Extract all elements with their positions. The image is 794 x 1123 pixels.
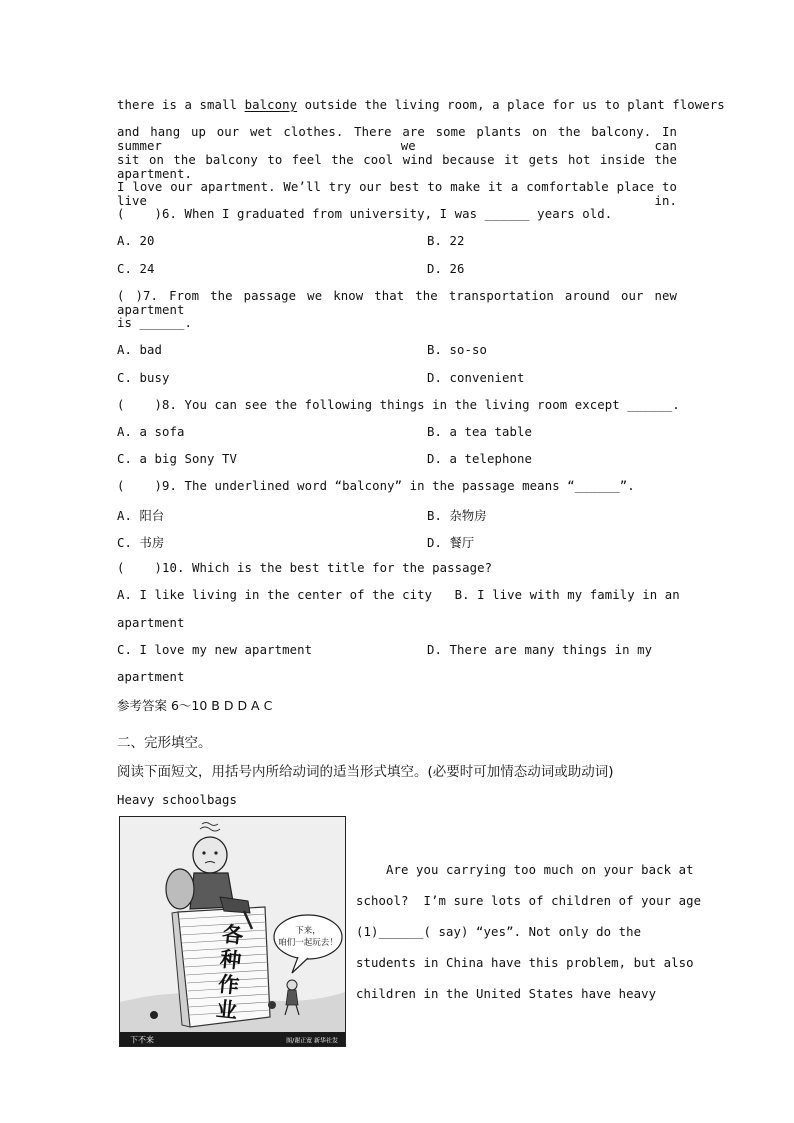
schoolbags-line-2: school? I’m sure lots of children of your age bbox=[356, 894, 702, 908]
ball-icon bbox=[268, 1001, 276, 1009]
passage-line-4: I love our apartment. We’ll try our best to make it a comfortable place to live in. bbox=[117, 180, 677, 208]
stack-char-2: 种 bbox=[219, 947, 243, 974]
q9-option-b: B. 杂物房 bbox=[427, 509, 487, 523]
q8-option-d: D. a telephone bbox=[427, 452, 533, 466]
section-instruction: 阅读下面短文，用括号内所给动词的适当形式填空。(必要时可加情态动词或助动词) bbox=[117, 764, 614, 780]
speech-line-2: 咱们一起玩去！ bbox=[278, 938, 338, 948]
schoolbags-line-4: students in China have this problem, but also bbox=[356, 956, 694, 970]
cartoon-caption-right: 图/谢正宽 新华社发 bbox=[286, 1037, 338, 1045]
cartoon-caption-left: 下不来 bbox=[130, 1035, 154, 1045]
question-6-stem: ( )6. When I graduated from university, I was ______ years old. bbox=[117, 207, 613, 221]
schoolbags-line-1: Are you carrying too much on your back at bbox=[356, 863, 694, 877]
underlined-word: balcony bbox=[244, 98, 298, 112]
section-heading: 二、完形填空。 bbox=[117, 735, 212, 751]
q8-option-c: C. a big Sony TV bbox=[117, 452, 238, 466]
cartoon-image bbox=[119, 816, 346, 1047]
q7-option-b: B. so-so bbox=[427, 343, 488, 357]
stack-char-3: 作 bbox=[217, 972, 241, 999]
q7-option-d: D. convenient bbox=[427, 371, 525, 385]
answer-key: 参考答案 6～10 B D D A C bbox=[117, 698, 273, 713]
q8-option-a: A. a sofa bbox=[117, 425, 185, 439]
stack-char-4: 业 bbox=[215, 997, 239, 1024]
q7-option-c: C. busy bbox=[117, 371, 170, 385]
passage-title: Heavy schoolbags bbox=[117, 793, 238, 807]
schoolbags-line-5: children in the United States have heavy bbox=[356, 987, 657, 1001]
q6-option-c: C. 24 bbox=[117, 262, 155, 276]
q8-option-b: B. a tea table bbox=[427, 425, 533, 439]
passage-line-2: and hang up our wet clothes. There are some plants on the balcony. In summer we can bbox=[117, 125, 677, 153]
q10-option-d: D. There are many things in my bbox=[427, 643, 653, 657]
q9-option-a: A. 阳台 bbox=[117, 509, 165, 523]
question-7-stem-cont: is ______. bbox=[117, 316, 193, 330]
q10-option-d-cont: apartment bbox=[117, 670, 185, 684]
question-8-stem: ( )8. You can see the following things in the living room except ______. bbox=[117, 398, 680, 412]
ball-icon-2 bbox=[150, 1011, 158, 1019]
speech-line-1: 下来， bbox=[295, 926, 321, 936]
q9-option-d: D. 餐厅 bbox=[427, 536, 475, 550]
stack-char-1: 各 bbox=[221, 922, 245, 949]
q10-option-b-cont: apartment bbox=[117, 616, 185, 630]
q6-option-b: B. 22 bbox=[427, 234, 465, 248]
question-7-stem: ( )7. From the passage we know that the transportation around our new apartment bbox=[117, 289, 677, 317]
schoolbags-line-3: (1)______( say) “yes”. Not only do the bbox=[356, 925, 642, 939]
passage-line-3: sit on the balcony to feel the cool wind because it gets hot inside the apartment. bbox=[117, 153, 677, 181]
q6-option-a: A. 20 bbox=[117, 234, 155, 248]
question-9-stem: ( )9. The underlined word “balcony” in the passage means “______”. bbox=[117, 479, 635, 493]
q10-option-a-b: A. I like living in the center of the city B. I live with my family in an bbox=[117, 588, 680, 602]
q6-option-d: D. 26 bbox=[427, 262, 465, 276]
passage-line-1: there is a small balcony outside the living room, a place for us to plant flowers bbox=[117, 98, 725, 112]
q9-option-c: C. 书房 bbox=[117, 536, 165, 550]
q7-option-a: A. bad bbox=[117, 343, 163, 357]
question-10-stem: ( )10. Which is the best title for the passage? bbox=[117, 561, 493, 575]
q10-option-c: C. I love my new apartment bbox=[117, 643, 313, 657]
cartoon-illustration bbox=[120, 817, 345, 1046]
